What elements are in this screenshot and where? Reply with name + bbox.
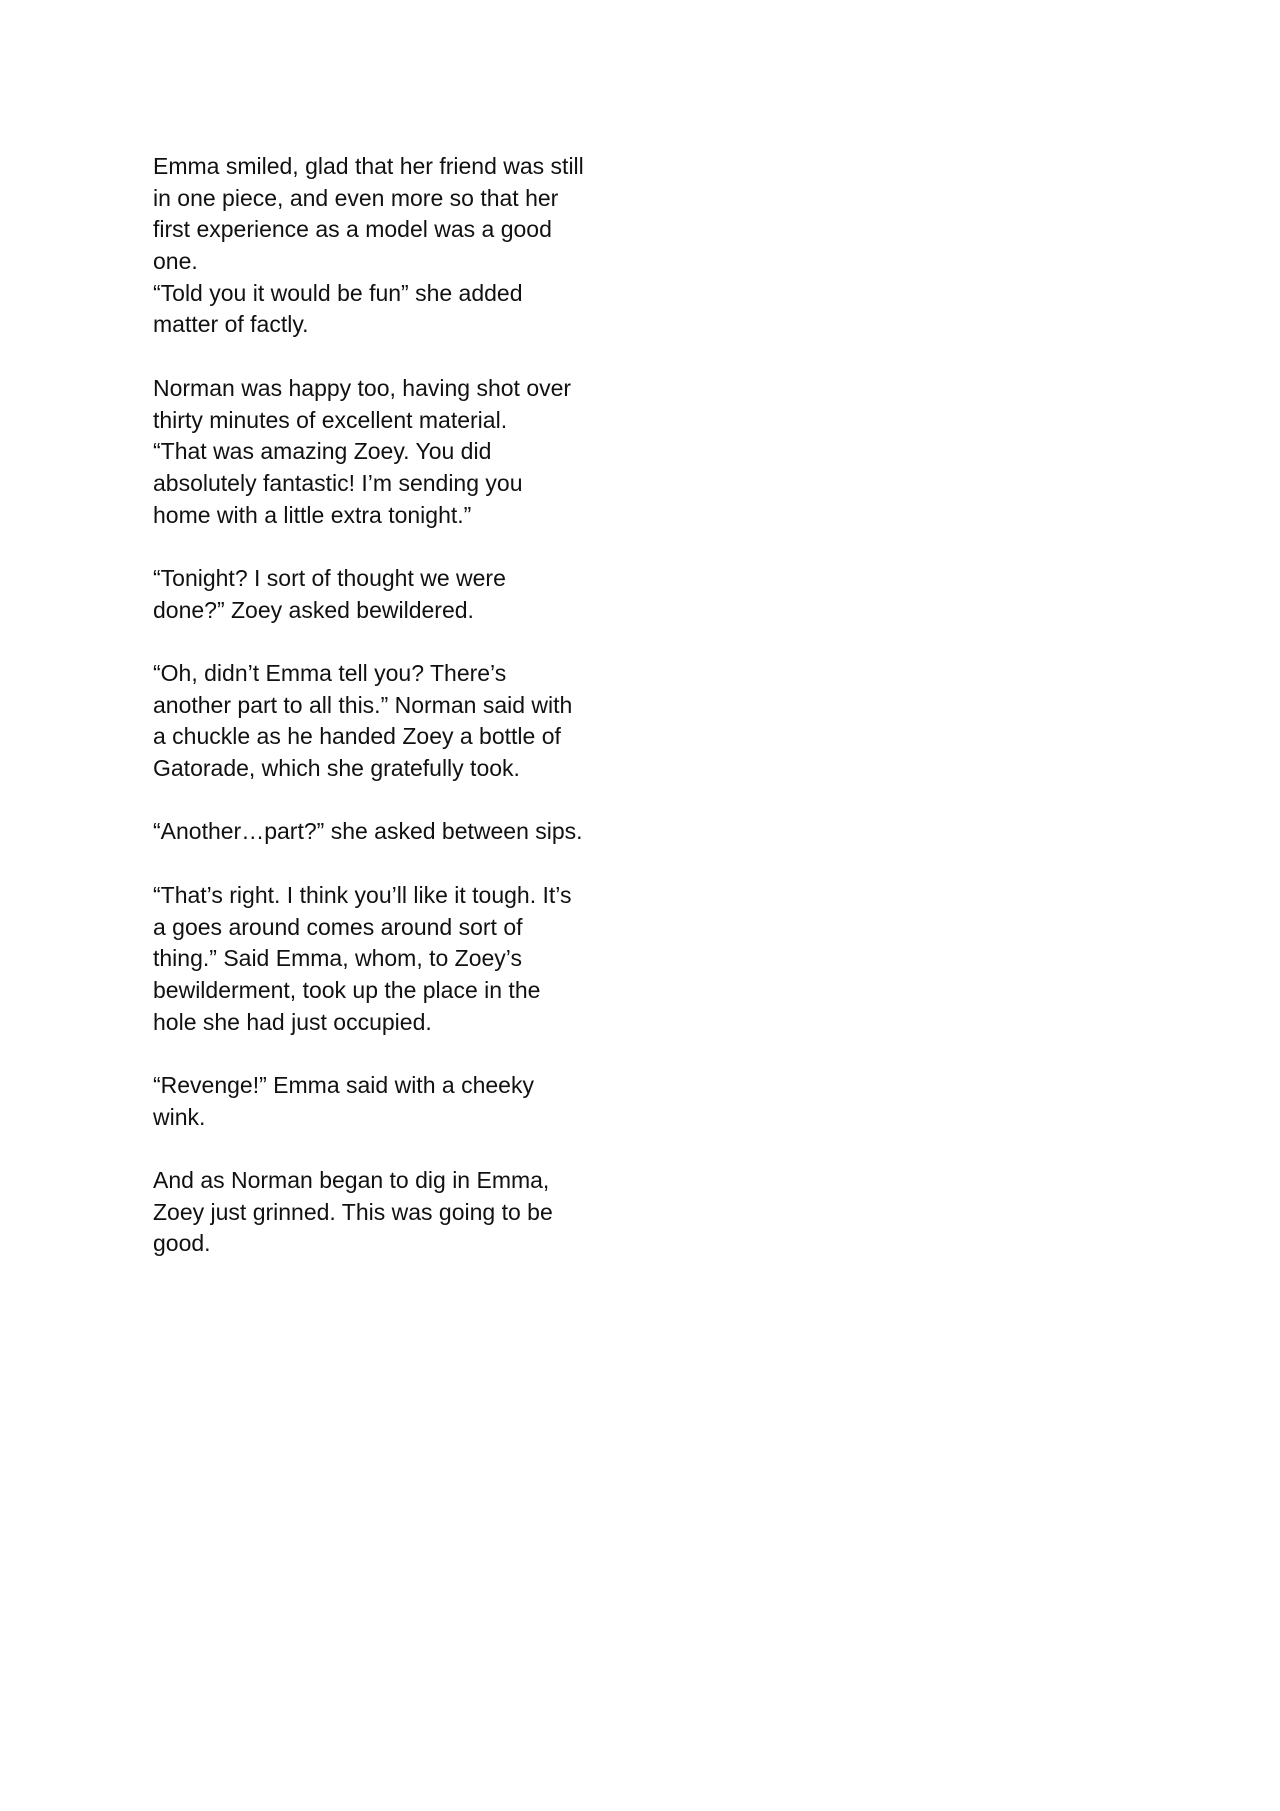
text-line: first experience as a model was a good bbox=[153, 216, 552, 243]
paragraph bbox=[153, 1165, 623, 1260]
text-line: matter of factly. bbox=[153, 311, 309, 338]
text-line: “That was amazing Zoey. You did bbox=[153, 438, 492, 465]
text-line: absolutely fantastic! I’m sending you bbox=[153, 469, 523, 496]
text-line: “Oh, didn’t Emma tell you? There’s bbox=[153, 660, 507, 686]
paragraph bbox=[153, 151, 623, 341]
paragraph bbox=[153, 563, 623, 626]
text-line: wink. bbox=[153, 1103, 206, 1130]
text-line: home with a little extra tonight.” bbox=[153, 501, 472, 528]
paragraph bbox=[153, 816, 623, 848]
text-line: good. bbox=[153, 1230, 211, 1257]
text-line: bewilderment, took up the place in the bbox=[153, 976, 541, 1003]
text-line: Gatorade, which she gratefully took. bbox=[153, 755, 520, 782]
text-line: “That’s right. I think you’ll like it tough. It’s bbox=[153, 881, 572, 908]
paragraph bbox=[153, 1070, 623, 1133]
text-line: hole she had just occupied. bbox=[153, 1008, 432, 1035]
text-line: another part to all this.” Norman said with bbox=[153, 691, 573, 718]
text-line: Zoey just grinned. This was going to be bbox=[153, 1198, 553, 1225]
text-line: “Tonight? I sort of thought we were bbox=[153, 564, 506, 591]
text-line: “Told you it would be fun” she added bbox=[153, 279, 523, 306]
text-line: “Revenge!” Emma said with a cheeky bbox=[153, 1071, 534, 1098]
paragraph bbox=[153, 658, 623, 785]
text-line: a chuckle as he handed Zoey a bottle of bbox=[153, 723, 561, 750]
story-text bbox=[153, 151, 623, 1292]
text-line: Norman was happy too, having shot over bbox=[153, 374, 572, 401]
text-line: thing.” Said Emma, whom, to Zoey’s bbox=[153, 945, 522, 972]
text-line: done?” Zoey asked bewildered. bbox=[153, 596, 474, 623]
paragraph bbox=[153, 373, 623, 531]
text-line: a goes around comes around sort of bbox=[153, 913, 523, 940]
text-line: And as Norman began to dig in Emma, bbox=[153, 1167, 550, 1193]
text-line: “Another…part?” she asked between sips. bbox=[153, 818, 583, 845]
paragraph bbox=[153, 880, 623, 1038]
text-line: Emma smiled, glad that her friend was still bbox=[153, 153, 584, 179]
text-line: in one piece, and even more so that her bbox=[153, 184, 559, 211]
text-line: one. bbox=[153, 248, 198, 275]
text-line: thirty minutes of excellent material. bbox=[153, 406, 508, 433]
